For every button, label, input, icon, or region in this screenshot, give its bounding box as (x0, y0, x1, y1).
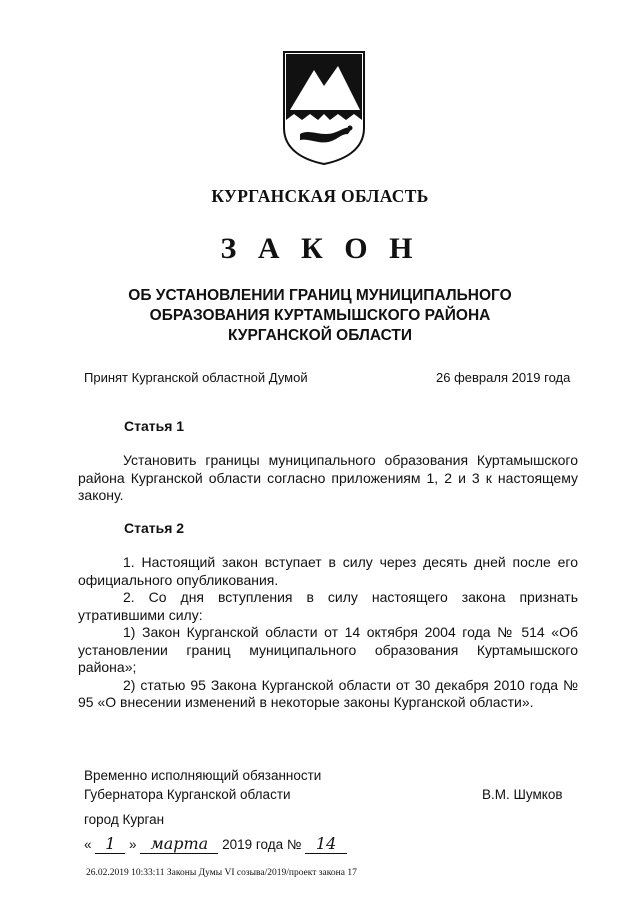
coat-of-arms-emblem (280, 48, 368, 166)
law-number: 14 (305, 834, 347, 854)
position-line-2: Губернатора Курганской области (84, 787, 291, 802)
signing-date (84, 834, 347, 854)
document-type: З А К О Н (220, 232, 420, 265)
region-title: КУРГАНСКАЯ ОБЛАСТЬ (211, 186, 429, 206)
article-2-body (78, 554, 578, 712)
date-day: 1 (95, 834, 125, 854)
signatory-position (84, 766, 321, 804)
article-2-heading: Статья 2 (124, 520, 185, 536)
article-2-item-2: 2. Со дня вступления в силу настоящего закона признать утратившими силу: (78, 589, 578, 623)
document-title (90, 286, 550, 346)
position-line-1: Временно исполняющий обязанности (84, 768, 322, 783)
date-open-quote: « (84, 837, 92, 852)
signatory-name: В.М. Шумков (482, 787, 563, 802)
article-1-text: Установить границы муниципального образования Куртамышского района Курганской области согласно приложениям 1, 2 и 3 к настоящему закону. (78, 452, 578, 503)
title-line: ОБРАЗОВАНИЯ КУРТАМЫШСКОГО РАЙОНА (149, 307, 491, 324)
title-line: КУРГАНСКОЙ ОБЛАСТИ (227, 327, 413, 344)
article-2-item-1: 1. Настоящий закон вступает в силу через десять дней после его официального опубликования. (78, 554, 578, 588)
article-2-subitem-1: 1) Закон Курганской области от 14 октября 2004 года № 514 «Об установлении границ муниципального образования Куртамышского района»; (78, 624, 578, 675)
city: город Курган (84, 812, 165, 827)
adopted-by: Принят Курганской областной Думой (84, 370, 308, 385)
adopted-date: 26 февраля 2019 года (436, 370, 571, 385)
article-2-subitem-2: 2) статью 95 Закона Курганской области от 30 декабря 2010 года № 95 «О внесении изменений в некоторые законы Курганской области». (78, 676, 578, 710)
footer-stamp: 26.02.2019 10:33:11 Законы Думы VI созыва/2019/проект закона 17 (86, 868, 357, 878)
title-line: ОБ УСТАНОВЛЕНИИ ГРАНИЦ МУНИЦИПАЛЬНОГО (128, 287, 512, 304)
date-close-quote: » (129, 837, 137, 852)
date-month: марта (140, 834, 218, 854)
article-1-heading: Статья 1 (124, 418, 185, 434)
date-year: 2019 года № (222, 837, 302, 852)
